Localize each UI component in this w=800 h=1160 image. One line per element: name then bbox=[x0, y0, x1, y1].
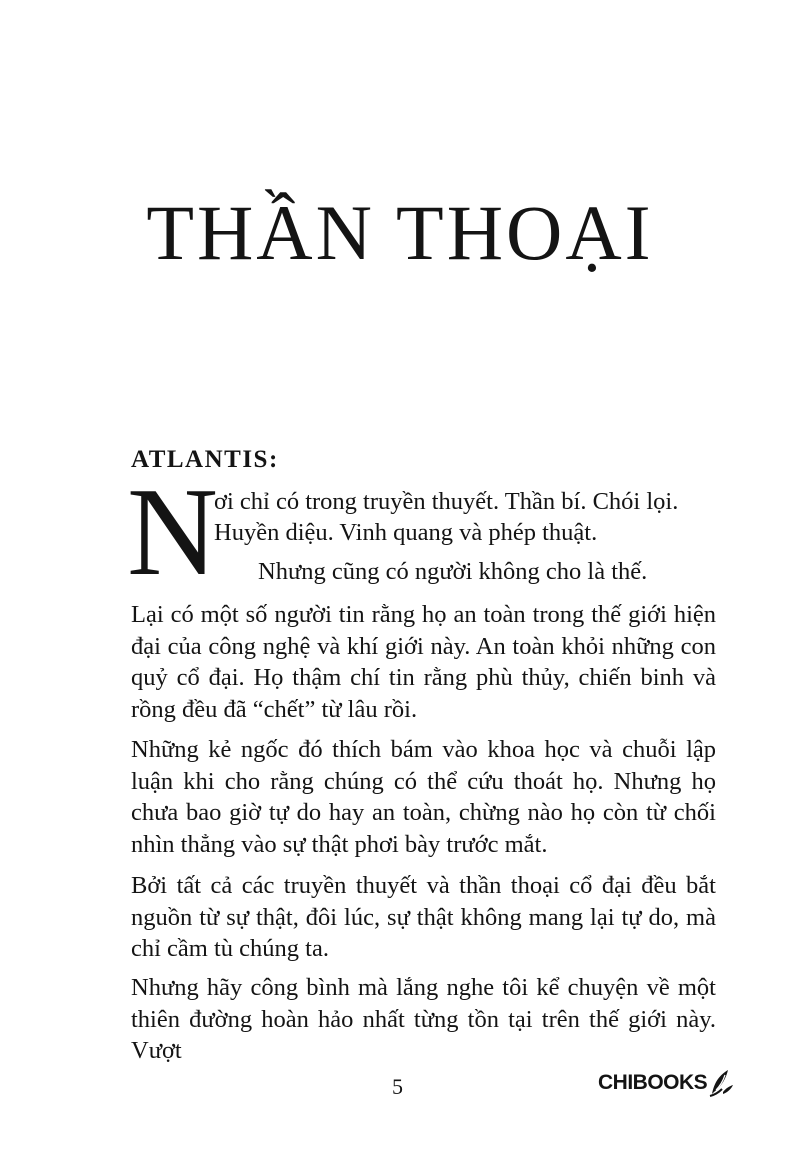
paragraph: Bởi tất cả các truyền thuyết và thần thoại cổ đại đều bắt nguồn từ sự thật, đôi lúc, sự thật không mang lại tự do, mà chỉ cầm tù chúng ta. bbox=[131, 872, 716, 962]
paragraph: Những kẻ ngốc đó thích bám vào khoa học và chuỗi lập luận khi cho rằng chúng có thể cứu thoát họ. Nhưng họ chưa bao giờ tự do hay an toàn, chừng nào họ còn từ chối nhìn thẳng vào sự thật phơi bày trước mắt. bbox=[131, 736, 716, 858]
page-number: 5 bbox=[392, 1074, 403, 1099]
drop-cap: N bbox=[127, 463, 218, 602]
section-heading: ATLANTIS: bbox=[131, 446, 279, 473]
paragraph: Nhưng hãy công bình mà lắng nghe tôi kể chuyện về một thiên đường hoàn hảo nhất từng tồn tại trên thế giới này. Vượt bbox=[131, 974, 716, 1064]
paragraph: Lại có một số người tin rằng họ an toàn trong thế giới hiện đại của công nghệ và khí giới này. An toàn khỏi những con quỷ cổ đại. Họ thậm chí tin rằng phù thủy, chiến binh và rồng đều đã “chết” từ lâu rồi. bbox=[131, 601, 716, 723]
leaf-logo-icon bbox=[708, 1068, 734, 1098]
chapter-title: THẦN THOẠI bbox=[146, 189, 654, 276]
intro-line-1: ơi chỉ có trong truyền thuyết. Thần bí. Chói lọi. bbox=[214, 488, 679, 515]
publisher-logo bbox=[598, 1068, 734, 1098]
publisher-name: CHIBOOKS bbox=[598, 1071, 708, 1094]
intro-line-3: Nhưng cũng có người không cho là thế. bbox=[258, 558, 648, 585]
intro-line-2: Huyền diệu. Vinh quang và phép thuật. bbox=[214, 519, 598, 546]
